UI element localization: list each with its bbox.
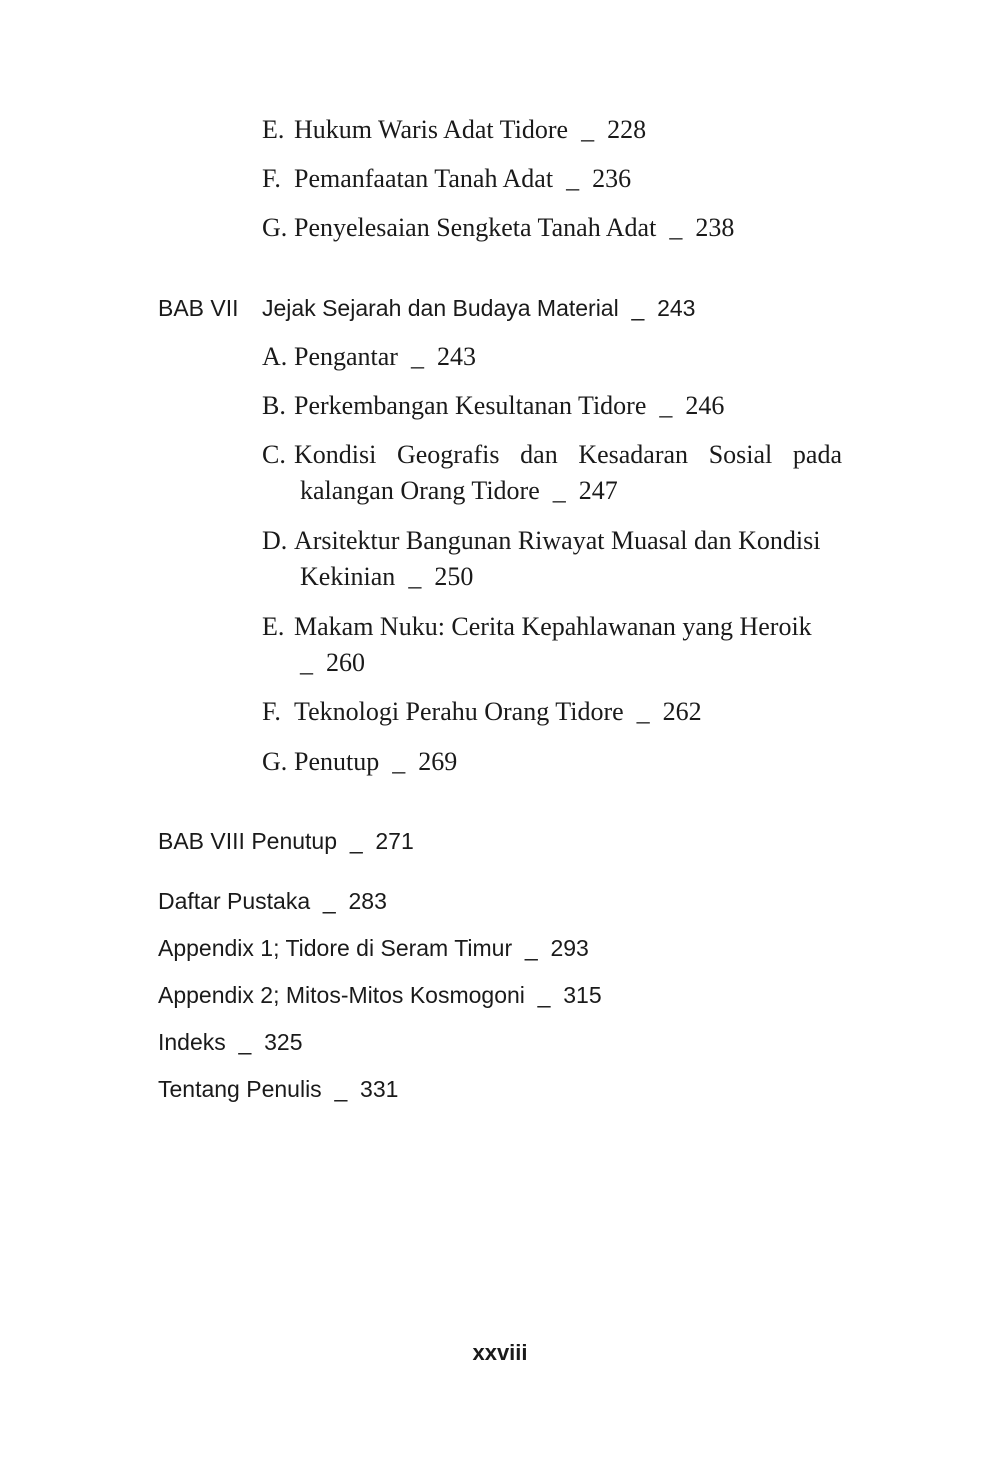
entry-title: Kondisi Geografis dan Kesadaran Sosial pada xyxy=(294,440,842,469)
entry-line xyxy=(262,645,842,681)
toc-entry xyxy=(262,388,842,424)
entry-separator: _ xyxy=(566,164,580,193)
entry-separator: _ xyxy=(636,697,650,726)
entry-page: 236 xyxy=(592,164,632,193)
entry-separator: _ xyxy=(392,747,406,776)
back-matter-separator: _ xyxy=(322,888,336,914)
toc-entry xyxy=(262,210,842,246)
entry-title: Pemanfaatan Tanah Adat xyxy=(294,164,554,193)
entry-letter: E. xyxy=(262,612,285,641)
toc-entry xyxy=(262,161,842,197)
entry-page: 243 xyxy=(436,342,476,371)
toc-entry xyxy=(262,744,842,780)
back-matter-page: 315 xyxy=(563,982,602,1008)
chapter-page: 243 xyxy=(657,295,696,321)
back-matter-item xyxy=(158,1073,398,1105)
entry-page: 250 xyxy=(434,562,474,591)
entry-letter: C. xyxy=(262,440,286,469)
chapter-separator: _ xyxy=(631,295,645,321)
toc-entry xyxy=(262,609,842,681)
entry-letter: F. xyxy=(262,697,281,726)
entry-separator: _ xyxy=(410,342,424,371)
entry-title: Perkembangan Kesultanan Tidore xyxy=(294,391,647,420)
entry-separator: _ xyxy=(408,562,422,591)
entry-letter: A. xyxy=(262,342,288,371)
back-matter-title: Daftar Pustaka xyxy=(158,888,311,914)
entry-separator: _ xyxy=(552,476,566,505)
back-matter-separator: _ xyxy=(334,1076,348,1102)
back-matter-item xyxy=(158,932,589,964)
back-matter-title: Appendix 2; Mitos-Mitos Kosmogoni xyxy=(158,982,525,1008)
entry-title-continued: Kekinian xyxy=(300,562,396,591)
chapter-number: BAB VIII xyxy=(158,828,245,854)
entry-page: 246 xyxy=(685,391,725,420)
back-matter-item xyxy=(158,885,387,917)
page-number: xxviii xyxy=(472,1340,528,1365)
entry-page: 262 xyxy=(662,697,702,726)
back-matter-page: 331 xyxy=(360,1076,399,1102)
toc-entry xyxy=(262,339,842,375)
toc-entry xyxy=(262,437,842,509)
entry-letter: G. xyxy=(262,213,288,242)
entry-line xyxy=(262,473,842,509)
toc-entry xyxy=(262,523,842,595)
entry-letter: F. xyxy=(262,164,281,193)
entry-title: Hukum Waris Adat Tidore xyxy=(294,115,569,144)
back-matter-item xyxy=(158,979,602,1011)
back-matter-page: 293 xyxy=(550,935,589,961)
chapter-page: 271 xyxy=(375,828,414,854)
entry-line xyxy=(262,609,842,645)
back-matter-page: 325 xyxy=(264,1029,303,1055)
entry-title: Penutup xyxy=(294,747,380,776)
entry-letter: D. xyxy=(262,526,288,555)
back-matter-separator: _ xyxy=(537,982,551,1008)
entry-letter: E. xyxy=(262,115,285,144)
entry-title: Arsitektur Bangunan Riwayat Muasal dan Kondisi xyxy=(294,526,821,555)
entry-separator: _ xyxy=(300,648,313,677)
entry-page: 260 xyxy=(326,648,365,677)
back-matter-title: Indeks xyxy=(158,1029,226,1055)
back-matter-title: Appendix 1; Tidore di Seram Timur xyxy=(158,935,513,961)
chapter-separator: _ xyxy=(349,828,363,854)
back-matter-item xyxy=(158,1026,303,1058)
entry-title: Pengantar xyxy=(294,342,398,371)
entry-page: 238 xyxy=(695,213,735,242)
entry-title-continued: kalangan Orang Tidore xyxy=(300,476,540,505)
back-matter-page: 283 xyxy=(348,888,387,914)
chapter-number: BAB VII xyxy=(158,295,239,321)
entry-title: Makam Nuku: Cerita Kepahlawanan yang Heroik xyxy=(294,612,812,641)
entry-title: Teknologi Perahu Orang Tidore xyxy=(294,697,624,726)
back-matter-separator: _ xyxy=(238,1029,252,1055)
entry-page: 247 xyxy=(578,476,618,505)
entry-page: 269 xyxy=(418,747,458,776)
chapter-title: Jejak Sejarah dan Budaya Material xyxy=(262,295,619,321)
entry-separator: _ xyxy=(669,213,683,242)
entry-letter: G. xyxy=(262,747,288,776)
entry-line xyxy=(262,559,842,595)
chapter-heading xyxy=(158,825,414,857)
entry-separator: _ xyxy=(581,115,595,144)
entry-separator: _ xyxy=(659,391,673,420)
chapter-heading xyxy=(158,292,695,324)
toc-entry xyxy=(262,112,842,148)
entry-letter: B. xyxy=(262,391,286,420)
back-matter-title: Tentang Penulis xyxy=(158,1076,322,1102)
back-matter-separator: _ xyxy=(524,935,538,961)
chapter-title: Penutup xyxy=(251,828,338,854)
entry-page: 228 xyxy=(607,115,647,144)
entry-line xyxy=(262,523,842,559)
entry-line xyxy=(262,437,842,473)
toc-entry xyxy=(262,694,842,730)
entry-title: Penyelesaian Sengketa Tanah Adat xyxy=(294,213,657,242)
